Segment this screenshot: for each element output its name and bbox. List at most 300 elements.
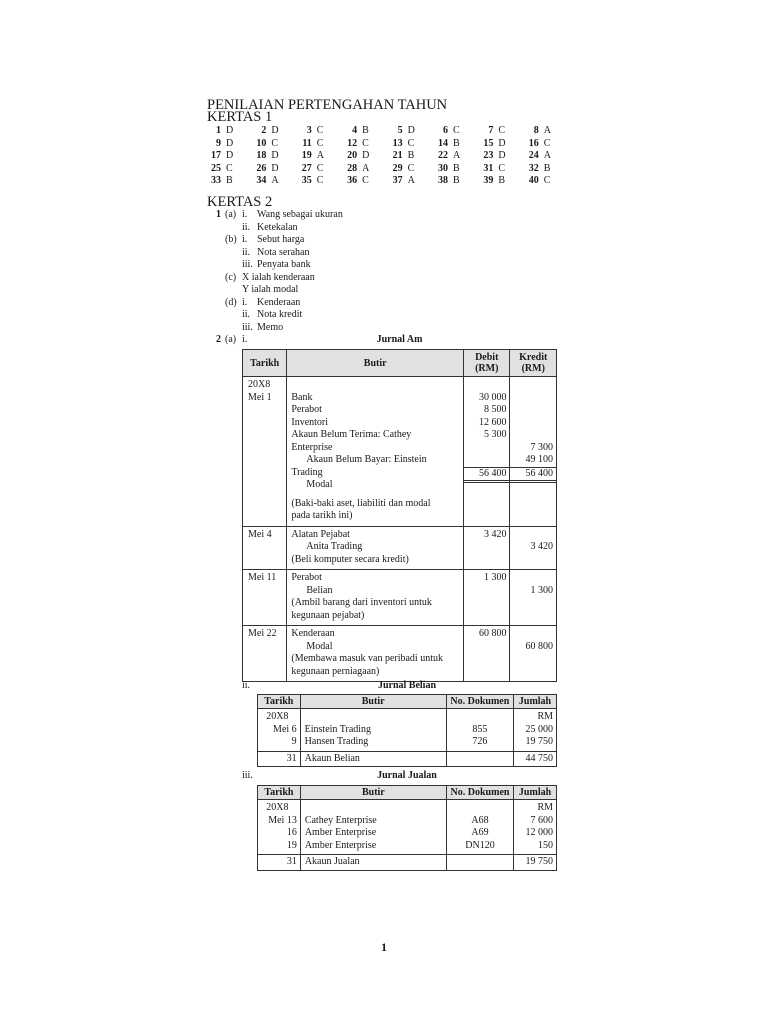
answer-letter: C [543,137,551,149]
kredit-value [510,666,556,679]
answer-cell [387,150,432,163]
answer-letter: C [316,137,324,149]
date-line: Mei 1 [248,391,272,403]
answer-number: 13 [392,137,403,149]
answer-cell [477,163,522,176]
answer-cell [250,150,295,163]
answer-number: 28 [347,162,358,174]
answer-text: Memo [257,321,284,333]
jurnal-belian-roman: ii. [242,680,251,691]
answer-cell [341,138,386,151]
answer-line [205,284,465,297]
answer-text: Nota kredit [257,309,303,320]
jurnal-am-table [242,349,557,682]
answer-number: 5 [397,125,403,136]
answer-number: 11 [302,137,312,149]
butir-line: Alatan Pejabat [291,528,350,540]
kredit-value [510,417,556,430]
entry-date [243,570,287,626]
answer-number: 29 [392,162,403,174]
cell-doc [447,711,513,724]
debit-value: 8 500 [483,404,507,415]
question-number: 1 [216,209,221,220]
answer-letter: A [543,125,551,136]
answer-cell [432,175,477,188]
date-line: 20X8 [248,379,271,390]
kredit-value [510,628,556,641]
cell-doc: DN120 [465,839,495,851]
answer-line [205,222,465,235]
total-butir [300,855,446,871]
cell-date: 19 [286,839,297,851]
cell-doc: 726 [472,736,488,747]
answer-number: 10 [256,137,267,149]
col-butir [300,709,446,752]
answer-letter: C [316,162,324,174]
butir-line: Trading [291,466,323,478]
answer-number: 19 [301,150,312,161]
debit-value: 30 000 [478,391,507,403]
answer-grid [205,125,568,188]
answer-letter: D [271,125,279,136]
answer-letter: B [407,150,415,161]
note-line: (Baki-baki aset, liabiliti dan modal [291,497,431,509]
cell-butir: Cathey Enterprise [304,814,377,826]
answer-letter: C [407,162,415,174]
answer-cell [477,175,522,188]
answer-line [205,209,465,222]
answer-text: Ketekalan [257,221,298,233]
total-date-value: 31 [286,856,297,867]
answer-text: Penyata bank [257,259,311,270]
part-label: (c) [225,271,237,283]
answer-number: 18 [256,150,267,161]
answer-letter: A [316,150,325,161]
total-doc-value [447,753,513,766]
answer-cell [432,150,477,163]
question-1 [205,209,465,334]
jurnal-jualan-title: Jurnal Jualan [377,770,437,781]
answer-cell [205,125,250,138]
debit-value [464,454,509,467]
col-kredit: Kredit (RM) [510,350,557,377]
jurnal-jualan-roman: iii. [242,770,253,781]
document-page: PENILAIAN PERTENGAHAN TAHUN KERTAS 1 1 D 2 D 3 C 4 B 5 D 6 C 7 C 8 A 9 D 10 C 11 C 12 C 13 C 14 B 15 D 16 C 17 D 18 D 19 A 20 D 21 B 22 A 23 D 24 A 25 C 26 D 27 C 28 A 29 C 30 B 31 C 32 B 33 B 34 A 35 C 36 C 37 A 38 B 39 B 40 C KERTAS 2 1 (a) i. Wang sebagai ukuran ii. Ketekalan (b) i. Sebut harga ii. Nota serahan iii. Penyata bank (c) X ialah kenderaan Y ialah modal (d) i. Kenderaan ii. Nota kredit iii. Memo 2 (a) i. Jurnal Am Tarikh Butir Debit (RM) Kredit (RM) 20X8 Mei 1 Bank Perabot Inventori Akaun Belum Terima: Cathey Enterprise Akaun Belum Bayar: Einstein Trading Modal (Baki-baki aset, liabiliti dan modal pada tarikh ini) 30 000 8 500 12 600 5 300 56 400 7 300 49 100 56 400 Mei 4 Alatan Pejabat Anita Trading (Beli komputer secara kredit) 3 420 3 420 Mei 11 Perabot Belian (Ambil barang dari inventori untuk kegunaan pejabat) 1 300 1 300 Mei 22 Kenderaan Modal (Membawa masuk van peribadi untuk kegunaan perniagaan) 60 800 60 800 ii. Jurnal Belian Tarikh Butir No. Dokumen Jumlah 20X8 Mei 6 9 Einstein Trading Hansen Trading 855 726 RM 25 000 19 750 31 Akaun Belian 44 750 iii. Jurnal Jualan Tarikh Butir No. Dokumen Jumlah 20X8 Mei 13 16 19 Cathey Enterprise Amber Enterprise Amber Enterprise A68 A69 DN120 RM 7 600 12 000 150 31 Akaun Jualan 19 750 1 [0,0,768,1024]
answer-line [205,247,465,260]
butir-line: Perabot [291,404,322,415]
date-line: Mei 4 [248,528,272,540]
answer-cell [523,163,568,176]
answer-line [205,259,465,272]
part-label: (b) [225,234,237,245]
roman-label: iii. [242,321,253,333]
answer-number: 7 [488,125,494,136]
answer-number: 38 [437,175,448,186]
answer-letter: D [226,137,234,149]
jurnal-am-title: Jurnal Am [376,334,423,345]
answer-number: 9 [216,137,221,149]
kredit-value [510,572,556,585]
cell-jumlah: 150 [538,839,553,851]
page-number: 1 [381,940,387,954]
answer-letter: D [226,150,234,161]
answer-letter: C [271,137,279,149]
kredit-value [510,483,556,496]
cell-doc: A69 [471,827,489,838]
answer-number: 32 [528,162,539,174]
answer-line [205,309,465,322]
answer-number: 39 [483,175,494,186]
col-doc [446,800,513,855]
answer-line [205,234,465,247]
cell-doc [447,802,513,815]
answer-number: 27 [301,162,312,174]
cell-jumlah: RM [537,802,553,813]
entry-kredit [510,526,557,570]
kertas2-title: KERTAS 2 [207,194,273,210]
roman-label: ii. [242,246,251,258]
date-line: Mei 22 [248,628,277,639]
total-doc [446,855,513,871]
answer-cell [296,175,341,188]
kertas1-title: KERTAS 1 [207,109,273,125]
cell-jumlah: 7 600 [530,814,553,826]
answer-cell [296,125,341,138]
answer-cell [387,125,432,138]
cell-doc: 855 [472,723,488,735]
kredit-value: 1 300 [530,584,553,596]
jurnal-belian-table: Tarikh Butir No. Dokumen Jumlah 20X8 Mei 6 9 Einstein Trading Hansen Trading 855 726 RM 25 000 19 750 31 Akaun Belian 44 750 [257,694,557,767]
answer-cell [523,138,568,151]
cell-butir: Amber Enterprise [304,827,377,838]
col-butir [300,800,446,855]
answer-cell [432,163,477,176]
answer-number: 3 [306,125,312,136]
roman-label: ii. [242,309,251,320]
debit-value: 5 300 [483,429,507,440]
total-date-value: 31 [286,752,297,764]
cell-date: 9 [291,736,297,747]
answer-cell [477,138,522,151]
answer-cell [387,138,432,151]
date-line: Mei 11 [248,572,277,583]
answer-letter: C [498,125,506,136]
roman-label: i. [242,209,248,220]
kredit-value [510,429,556,442]
entry-butir [287,570,464,626]
answer-letter: B [498,175,506,186]
cell-butir: Einstein Trading [304,723,372,735]
answer-number: 36 [347,175,358,186]
journal-entry [243,377,557,527]
cell-jumlah: RM [537,711,553,722]
answer-number: 6 [442,125,448,136]
butir-line: (Ambil barang dari inventori untuk [291,597,432,608]
answer-cell [296,150,341,163]
total-butir-value: Akaun Jualan [304,856,360,867]
roman-label: X ialah kenderaan [242,271,315,283]
answer-number: 22 [437,150,448,161]
kredit-value: 7 300 [530,441,553,453]
answer-cell [250,175,295,188]
butir-line: Modal [306,640,333,652]
cell-date: 20X8 [266,802,289,813]
answer-cell [523,125,568,138]
answer-letter: D [226,125,234,136]
butir-line: Enterprise [291,441,333,453]
entry-date [243,626,287,682]
answer-letter: B [543,162,551,174]
answer-number: 25 [211,162,221,174]
answer-text: Nota serahan [257,246,310,258]
answer-text: Wang sebagai ukuran [257,209,343,220]
col-date [258,800,301,855]
cell-date: 16 [286,827,297,838]
answer-number: 8 [533,125,539,136]
answer-text: Sebut harga [257,234,305,245]
answer-letter: B [452,137,460,149]
total-butir [300,751,446,767]
answer-number: 17 [211,150,221,161]
answer-cell [250,163,295,176]
answer-letter: A [362,162,370,174]
answer-line [205,322,465,335]
butir-line: Inventori [291,416,329,428]
answer-letter: C [316,125,324,136]
jurnal-belian-title: Jurnal Belian [377,680,437,691]
butir-line: (Beli komputer secara kredit) [291,553,409,565]
answer-letter: C [316,175,324,186]
answer-number: 4 [352,125,358,136]
total-doc-value [447,856,513,869]
entry-debit [464,377,510,527]
answer-number: 30 [437,162,448,174]
answer-cell [205,175,250,188]
roman-label: i. [242,234,248,245]
col-butir: Butir [287,350,464,377]
note-line: pada tarikh ini) [291,510,353,521]
debit-value: 56 400 [464,467,509,484]
answer-letter: B [362,125,369,136]
total-doc [446,751,513,767]
butir-line: Perabot [291,572,322,583]
answer-letter: D [498,150,506,161]
answer-cell [250,138,295,151]
answer-letter: C [498,162,506,174]
answer-cell [477,150,522,163]
answer-letter: B [452,162,460,174]
kredit-value: 49 100 [525,454,553,465]
answer-number: 16 [528,137,539,149]
entry-kredit [510,570,557,626]
entry-debit [464,570,510,626]
answer-number: 20 [347,150,358,161]
answer-letter: D [498,137,506,149]
journal-rows [258,709,557,752]
journal-entry [243,570,557,626]
answer-cell [341,150,386,163]
debit-value: 3 420 [483,528,507,540]
answer-cell [205,163,250,176]
total-jumlah [514,855,557,871]
page-heading: PENILAIAN PERTENGAHAN TAHUN [207,97,448,113]
debit-value [464,483,509,496]
entry-kredit [510,626,557,682]
cell-doc: A68 [471,814,489,826]
answer-cell [387,163,432,176]
butir-line: Anita Trading [306,541,363,552]
answer-letter: B [452,175,460,186]
total-date [258,855,301,871]
kredit-value: 56 400 [510,467,556,484]
answer-number: 12 [347,137,358,149]
answer-letter: D [407,125,415,136]
answer-cell [523,150,568,163]
answer-cell [432,125,477,138]
answer-letter: D [271,150,279,161]
butir-line: Kenderaan [291,628,335,639]
answer-letter: C [452,125,460,136]
kredit-value [510,529,556,542]
debit-value [464,541,509,554]
answer-letter: C [543,175,551,186]
answer-number: 40 [528,175,539,186]
answer-letter: A [407,175,415,186]
col-debit: Debit (RM) [464,350,510,377]
answer-row [205,125,568,138]
debit-value [464,610,509,623]
entry-debit [464,626,510,682]
answer-number: 21 [392,150,403,161]
roman-label: iii. [242,259,253,270]
debit-value: 12 600 [478,416,507,428]
total-butir-value: Akaun Belian [304,752,360,764]
answer-letter: A [452,150,461,161]
kredit-value: 60 800 [525,640,553,652]
total-row [258,855,557,871]
col-jumlah [514,800,557,855]
answer-cell [341,175,386,188]
answer-number: 34 [256,175,267,186]
debit-value: 60 800 [478,628,507,639]
debit-value [464,597,509,610]
butir-line: Modal [306,479,333,490]
answer-number: 23 [483,150,494,161]
answer-letter: C [226,162,233,174]
col-date [258,709,301,752]
jurnal-jualan-table: Tarikh Butir No. Dokumen Jumlah 20X8 Mei 13 16 19 Cathey Enterprise Amber Enterprise Amber Enterprise A68 A69 DN120 RM 7 600 12 000 150 31 Akaun Jualan 19 750 [257,785,557,871]
answer-cell [250,125,295,138]
answer-number: 24 [528,150,539,161]
answer-letter: C [407,137,415,149]
answer-letter: A [271,175,279,186]
total-jumlah [514,751,557,767]
entry-debit [464,526,510,570]
answer-line [205,297,465,310]
col-jumlah [514,709,557,752]
journal-rows [258,800,557,855]
answer-cell [341,125,386,138]
answer-cell [523,175,568,188]
cell-butir [305,802,446,815]
cell-date: Mei 6 [273,723,297,735]
answer-letter: C [362,137,369,149]
answer-cell [205,150,250,163]
cell-butir: Amber Enterprise [304,839,377,851]
entry-date [243,526,287,570]
cell-date: Mei 13 [268,814,297,826]
answer-row [205,138,568,151]
roman-label: i. [242,296,248,308]
butir-line: Akaun Belum Terima: Cathey [291,429,412,440]
answer-row [205,163,568,176]
kredit-value [510,404,556,417]
butir-line: Bank [291,391,313,403]
journal-entry [243,626,557,682]
kredit-value [510,554,556,567]
kredit-value [510,610,556,623]
debit-value [464,653,509,666]
answer-cell [432,138,477,151]
debit-value [464,442,509,455]
answer-number: 35 [301,175,312,186]
answer-number: 26 [256,162,267,174]
journal-entry [243,526,557,570]
roman-label: Y ialah modal [242,284,299,295]
kredit-value: 3 420 [530,541,553,552]
answer-cell [477,125,522,138]
total-jumlah-value: 44 750 [525,752,553,764]
total-row [258,751,557,767]
answer-letter: B [226,175,233,186]
butir-line: kegunaan perniagaan) [291,665,380,677]
kredit-value [510,392,556,405]
answer-letter: D [271,162,279,174]
total-jumlah-value: 19 750 [525,856,553,867]
answer-line [205,272,465,285]
answer-row [205,175,568,188]
answer-cell [296,138,341,151]
answer-cell [387,175,432,188]
answer-letter: D [362,150,370,161]
entry-butir [287,377,464,527]
col-tarikh: Tarikh [243,350,287,377]
answer-cell [341,163,386,176]
cell-jumlah: 19 750 [525,736,553,747]
kredit-value [510,597,556,610]
answer-number: 33 [211,175,221,186]
butir-line: Belian [306,584,333,596]
debit-value [464,641,509,654]
entry-butir [287,626,464,682]
butir-line: Akaun Belum Bayar: Einstein [306,454,427,465]
part-label: (d) [225,296,237,308]
butir-line: (Membawa masuk van peribadi untuk [291,653,443,664]
roman-label: ii. [242,221,251,233]
total-date [258,751,301,767]
answer-letter: C [362,175,369,186]
answer-number: 1 [216,125,221,136]
answer-row [205,150,568,163]
answer-cell [205,138,250,151]
answer-letter: A [543,150,551,161]
cell-butir [305,711,446,724]
answer-number: 15 [483,137,494,149]
entry-date [243,377,287,527]
debit-value [464,585,509,598]
answer-number: 2 [261,125,267,136]
butir-line: kegunaan pejabat) [291,609,365,621]
